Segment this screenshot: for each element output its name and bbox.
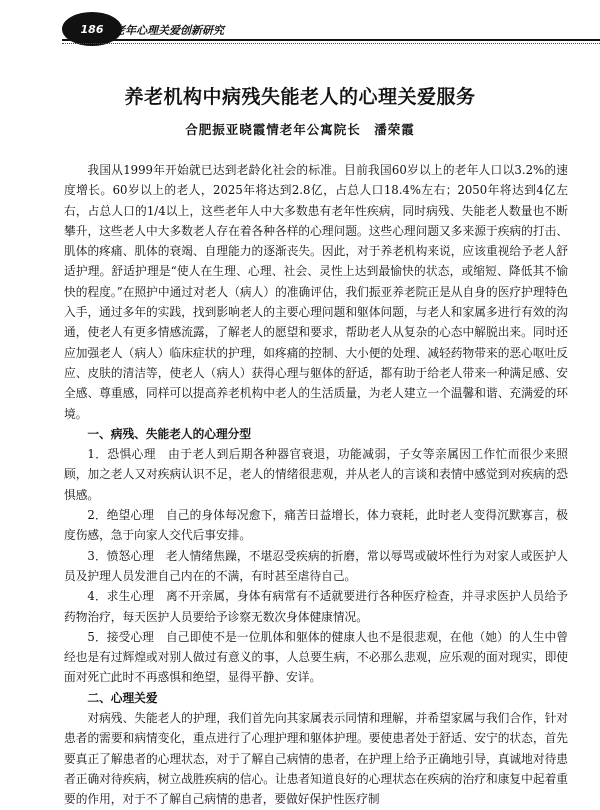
list-item-fear: 1．恐惧心理 由于老人到后期各种器官衰退，功能减弱，子女等亲属因工作忙而很少来照顾，加之老人又对疾病认识不足，老人的情绪很悲观，并从老人的言谈和表情中感觉到对疾病的恐惧感。	[64, 447, 568, 502]
list-item-despair: 2．绝望心理 自己的身体每况愈下，痛苦日益增长，体力衰耗，此时老人变得沉默寡言，极度伤感，急于向家人交代后事安排。	[64, 508, 568, 543]
list-item-survival: 4．求生心理 离不开亲属，身体有病常有不适就要进行各种医疗检查，并寻求医护人员给予药物治疗，每天医护人员要给予诊察无数次身体健康情况。	[64, 589, 568, 624]
list-item-anger: 3．愤怒心理 老人情绪焦躁，不堪忍受疾病的折磨，常以辱骂或破坏性行为对家人或医护人员及护理人员发泄自己内在的不满，有时甚至虐待自己。	[64, 548, 568, 583]
page-number: 186	[80, 22, 104, 36]
running-title: 老年心理关爱创新研究	[114, 24, 224, 37]
list-item-acceptance: 5．接受心理 自己即使不是一位肌体和躯体的健康人也不是很悲观，在他（她）的人生中曾经也是有过辉煌或对别人做过有意义的事，人总要生病，不必那么悲观，应乐观的面对现实，即使面对死亡此时不再惑惧和绝望，显得平静、安详。	[64, 629, 568, 685]
running-header	[62, 0, 600, 46]
header-rule-dotted	[62, 43, 600, 44]
intro-paragraph: 我国从1999年开始就已达到老龄化社会的标准。目前我国60岁以上的老年人口以3.2%的速度增长。60岁以上的老人，2025年将达到2.8亿，占总人口18.4%左右；2050年将达到4亿左右，占总人口的1/4以上，这些老年人中大多数患有老年性疾病，同时病残、失能老人数量也不断攀升，这些老人中大多数老人存在着各种各样的心理问题。这些心理问题又多来源于疾病的打击、肌体的疼痛、肌体的衰竭、自理能力的逐渐丧失。因此，对于养老机构来说，应该重视给予老人舒适护理。舒适护理是“使人在生理、心理、社会、灵性上达到最愉快的状态，或缩短、降低其不愉快的程度。”在照护中通过对老人（病人）的准确评估，我们振亚养老院正是从自身的医疗护理特色入手，通过多年的实践，找到影响老人的主要心理问题和躯体问题，与老人和家属多进行有效的沟通，使老人有更多情感流露，了解老人的愿望和要求，帮助老人从复杂的心态中解脱出来。同时还应加强老人（病人）临床症状的护理，如疼痛的控制、大小便的处理、减轻药物带来的恶心呕吐反应、皮肤的清洁等，使老人（病人）获得心理与躯体的舒适，都有助于给老人带来一种满足感、安全感、尊重感，同样可以提高养老机构中老人的生活质量，为老人建立一个温馨和谐、充满爱的环境。	[64, 163, 568, 421]
article-title: 养老机构中病残失能老人的心理关爱服务	[124, 86, 476, 108]
header-rule	[62, 39, 600, 41]
closing-paragraph: 对病残、失能老人的护理，我们首先向其家属表示同情和理解，并希望家属与我们合作，针对患者的需要和病情变化，重点进行了心理护理和躯体护理。要使患者处于舒适、安宁的状态，首先要真正了解患者的心理状态，对于了解自己病情的患者，在护理上给予正确地引导，真诚地对待患者正确对待疾病，树立战胜疾病的信心。让患者知道良好的心理状态在疾病的治疗和康复中起着重要的作用，对于不了解自己病情的患者，要做好保护性医疗制	[64, 711, 568, 807]
article-body	[64, 160, 568, 810]
section-heading-1: 一、病残、失能老人的心理分型	[87, 426, 252, 441]
article-byline: 合肥振亚晓霞情老年公寓院长 潘荣霞	[185, 122, 415, 137]
section-heading-2: 二、心理关爱	[87, 690, 158, 705]
